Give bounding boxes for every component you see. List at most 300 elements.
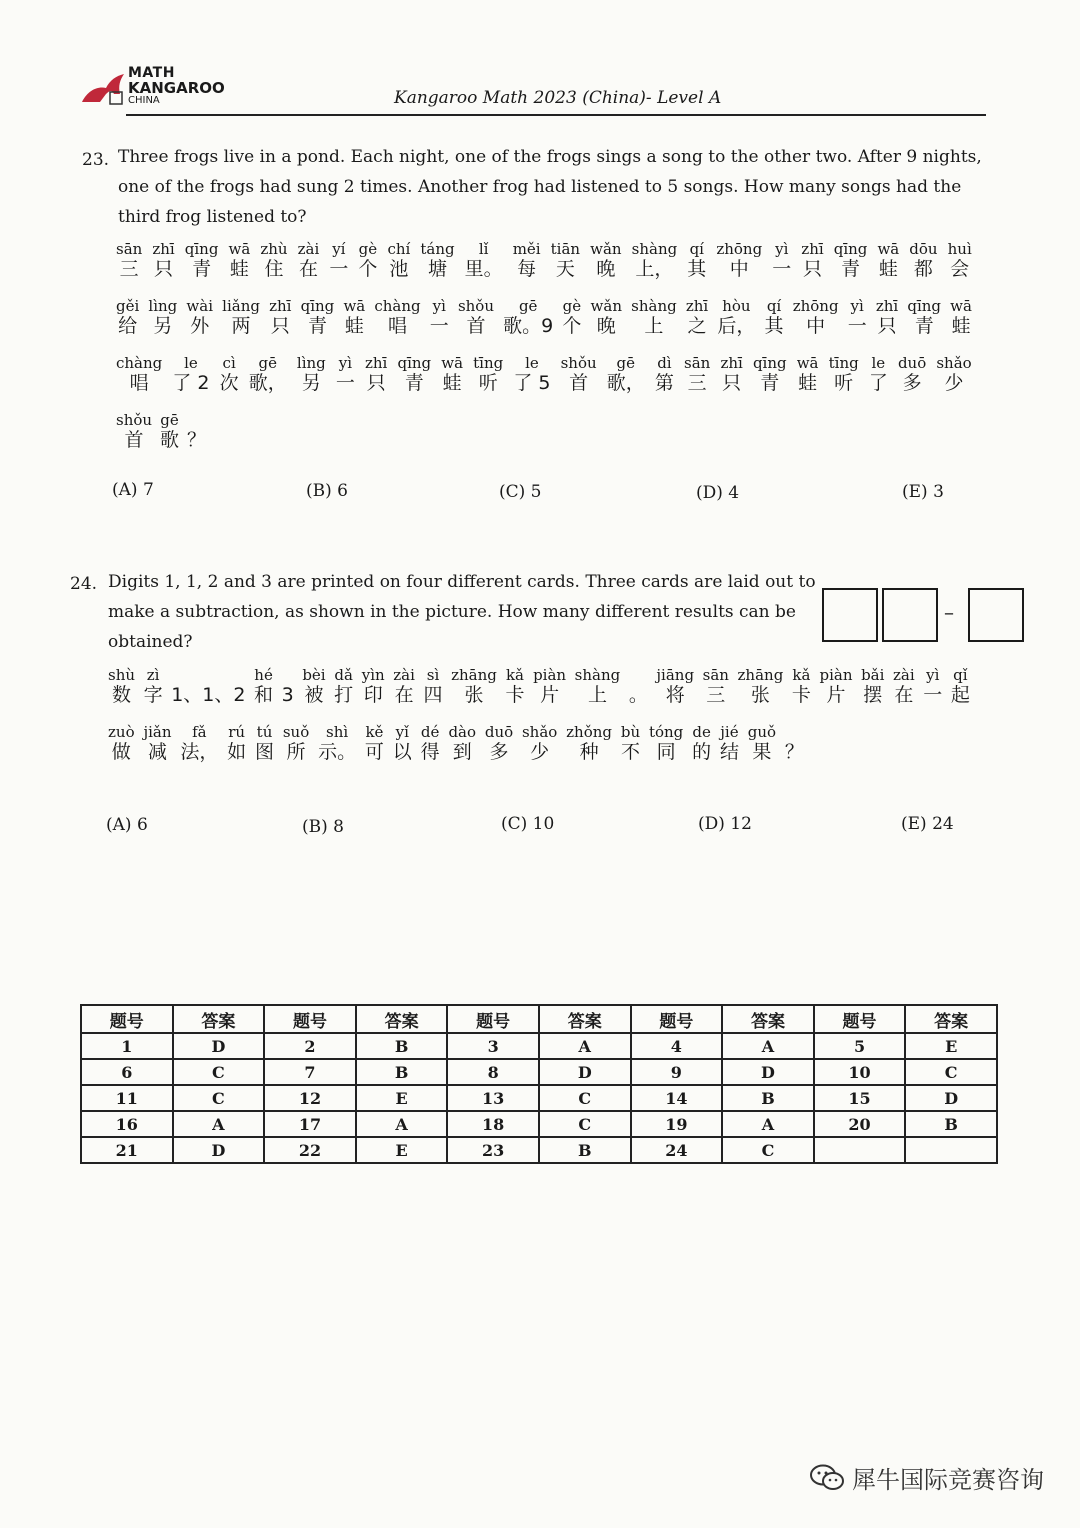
pinyin-cell	[186, 297, 213, 337]
pinyin: sān	[702, 666, 729, 684]
q24-text-line: obtained?	[108, 632, 193, 652]
hanzi: 三	[687, 372, 707, 394]
answer-cell: B	[356, 1059, 448, 1085]
hanzi: 后，	[717, 315, 756, 337]
answer-cell: A	[173, 1111, 265, 1137]
question-number-cell: 10	[814, 1059, 906, 1085]
pinyin: yí	[332, 240, 346, 258]
q24-pinyin-row-2	[108, 723, 804, 763]
header-question-number: 题号	[81, 1005, 173, 1033]
answer-cell: B	[356, 1033, 448, 1059]
hanzi: 每	[517, 258, 537, 280]
pinyin-cell	[656, 666, 694, 706]
pinyin-cell	[948, 240, 972, 280]
hanzi: 种	[579, 741, 599, 763]
answer-table-header	[81, 1005, 997, 1033]
answer-cell: D	[905, 1085, 997, 1111]
hanzi: 都	[913, 258, 933, 280]
answer-cell: E	[905, 1033, 997, 1059]
hanzi: 多	[489, 741, 509, 763]
pinyin: kǎ	[792, 666, 811, 684]
answer-cell: B	[905, 1111, 997, 1137]
hanzi: 其	[687, 258, 707, 280]
pinyin: le	[871, 354, 886, 372]
hanzi: 另	[301, 372, 321, 394]
pinyin-cell	[950, 297, 972, 337]
q24-option-d[interactable]: (D) 12	[698, 814, 752, 834]
pinyin-cell	[302, 666, 325, 706]
q23-option-e[interactable]: (E) 3	[902, 482, 944, 502]
hanzi: 一	[329, 258, 349, 280]
pinyin: lǐ	[478, 240, 489, 258]
pinyin-cell	[575, 666, 621, 706]
pinyin: zhī	[801, 240, 824, 258]
hanzi: 另	[153, 315, 173, 337]
hanzi: 唱	[388, 315, 408, 337]
answer-cell: E	[356, 1085, 448, 1111]
answer-cell: C	[173, 1085, 265, 1111]
digit-card-1	[822, 588, 878, 642]
table-row	[81, 1111, 997, 1137]
header-question-number: 题号	[814, 1005, 906, 1033]
pinyin-cell	[684, 354, 710, 394]
hanzi: 不	[620, 741, 640, 763]
pinyin: rú	[228, 723, 246, 741]
hanzi: 果	[752, 741, 772, 763]
answer-cell: C	[173, 1059, 265, 1085]
question-number-cell: 9	[631, 1059, 723, 1085]
q23-option-c[interactable]: (C) 5	[499, 482, 542, 502]
pinyin-cell	[393, 723, 412, 763]
hanzi: 蛙	[951, 315, 971, 337]
pinyin: shǒu	[457, 297, 495, 315]
pinyin-cell	[424, 666, 443, 706]
question-number-cell	[814, 1137, 906, 1163]
pinyin-cell	[898, 354, 926, 394]
pinyin-cell	[185, 240, 219, 280]
answer-cell: A	[722, 1111, 814, 1137]
answer-cell: A	[356, 1111, 448, 1137]
pinyin: zhī	[364, 354, 388, 372]
pinyin: tóng	[648, 723, 684, 741]
question-number-cell: 6	[81, 1059, 173, 1085]
q23-option-d[interactable]: (D) 4	[696, 483, 740, 503]
hanzi: 少	[530, 741, 550, 763]
q23-text-line: one of the frogs had sung 2 times. Another frog had listened to 5 songs. How many songs had the	[118, 177, 962, 197]
pinyin-cell	[632, 240, 678, 280]
hanzi: 了 2	[172, 372, 210, 394]
pinyin: bù	[620, 723, 641, 741]
pinyin: měi	[512, 240, 541, 258]
hanzi: 卡	[791, 684, 811, 706]
watermark-text: 犀牛国际竞赛咨询	[852, 1466, 1044, 1494]
pinyin-cell	[393, 666, 415, 706]
hanzi: 和	[254, 684, 274, 706]
pinyin: zài	[297, 240, 320, 258]
pinyin: yìn	[361, 666, 385, 684]
digit-card-2	[882, 588, 938, 642]
pinyin: qīng	[397, 354, 432, 372]
pinyin-cell	[465, 240, 503, 280]
hanzi: 一	[335, 372, 355, 394]
pinyin-cell	[334, 666, 353, 706]
hanzi: 一	[847, 315, 867, 337]
pinyin-cell	[329, 240, 348, 280]
pinyin: lìng	[148, 297, 178, 315]
pinyin-cell	[297, 354, 326, 394]
hanzi: 。	[628, 684, 648, 706]
pinyin-cell	[909, 240, 937, 280]
pinyin: yì	[850, 297, 864, 315]
question-number-cell: 7	[264, 1059, 356, 1085]
pinyin-cell	[374, 297, 420, 337]
pinyin-cell	[451, 666, 497, 706]
pinyin-cell	[861, 666, 884, 706]
q23-pinyin-row-1	[116, 240, 972, 280]
question-number-cell: 24	[631, 1137, 723, 1163]
pinyin: yì	[775, 240, 789, 258]
pinyin-cell	[533, 666, 566, 706]
pinyin-cell	[513, 354, 550, 394]
hanzi: 上，	[635, 258, 674, 280]
hanzi: 只	[877, 315, 897, 337]
hanzi: 首	[569, 372, 589, 394]
hanzi: 了 5	[513, 372, 551, 394]
pinyin-cell	[686, 297, 708, 337]
pinyin: fǎ	[192, 723, 207, 741]
pinyin-cell	[116, 354, 162, 394]
pinyin: jiǎn	[143, 723, 172, 741]
hanzi: 个	[358, 258, 378, 280]
hanzi: 打	[334, 684, 354, 706]
hanzi: 在	[394, 684, 414, 706]
hanzi: 青	[307, 315, 327, 337]
pinyin: zhāng	[737, 666, 784, 684]
pinyin: wā	[950, 297, 972, 315]
pinyin: zì	[146, 666, 160, 684]
q24-option-c[interactable]: (C) 10	[501, 814, 555, 834]
pinyin-cell	[420, 240, 454, 280]
hanzi: 歌，	[606, 372, 645, 394]
hanzi: 只	[722, 372, 742, 394]
q24-option-a[interactable]: (A) 6	[106, 815, 148, 835]
header-answer: 答案	[173, 1005, 265, 1033]
hanzi: 在	[298, 258, 318, 280]
pinyin: zhī	[875, 297, 899, 315]
pinyin-cell	[503, 297, 553, 337]
answer-cell: D	[173, 1137, 265, 1163]
pinyin-cell	[793, 297, 839, 337]
pinyin-cell	[362, 666, 385, 706]
hanzi: 中	[729, 258, 749, 280]
logo-text-china: CHINA	[128, 95, 160, 106]
hanzi: 摆	[863, 684, 883, 706]
pinyin-cell	[144, 666, 163, 706]
pinyin-cell	[430, 297, 449, 337]
pinyin-cell	[283, 723, 309, 763]
pinyin: shàng	[631, 240, 678, 258]
pinyin: piàn	[533, 666, 567, 684]
pinyin: wài	[186, 297, 214, 315]
hanzi: 印	[363, 684, 383, 706]
pinyin-cell	[772, 240, 791, 280]
q23-option-a[interactable]: (A) 7	[112, 480, 154, 500]
hanzi: 塘	[427, 258, 447, 280]
pinyin: tīng	[473, 354, 504, 372]
q24-pinyin-row-1	[108, 666, 970, 706]
pinyin-cell	[629, 666, 648, 706]
pinyin-cell	[108, 723, 135, 763]
pinyin: yǐ	[395, 723, 409, 741]
question-number-cell: 4	[631, 1033, 723, 1059]
answer-cell: C	[539, 1085, 631, 1111]
pinyin-cell	[591, 297, 622, 337]
hanzi: 张	[750, 684, 770, 706]
answer-cell: D	[173, 1033, 265, 1059]
minus-sign: –	[944, 600, 954, 624]
pinyin: zhī	[152, 240, 175, 258]
pinyin-cell	[692, 723, 711, 763]
hanzi: 中	[806, 315, 826, 337]
pinyin: bǎi	[861, 666, 885, 684]
header-question-number: 题号	[264, 1005, 356, 1033]
pinyin: zài	[893, 666, 915, 684]
hanzi: 到	[452, 741, 472, 763]
answer-cell: C	[905, 1059, 997, 1085]
hanzi: 可	[364, 741, 384, 763]
pinyin-cell	[848, 297, 867, 337]
header-divider	[126, 114, 986, 116]
pinyin-cell	[249, 354, 287, 394]
pinyin: yì	[338, 354, 352, 372]
pinyin-cell	[282, 666, 294, 706]
pinyin-cell	[220, 354, 239, 394]
q24-option-b[interactable]: (B) 8	[302, 817, 344, 837]
hanzi: 得	[420, 741, 440, 763]
pinyin: zuò	[108, 723, 135, 741]
hanzi: 唱	[129, 372, 149, 394]
answer-cell: B	[539, 1137, 631, 1163]
pinyin-cell	[649, 723, 683, 763]
pinyin: wā	[343, 297, 366, 315]
pinyin-cell	[936, 354, 971, 394]
header-question-number: 题号	[447, 1005, 539, 1033]
pinyin: tiān	[550, 240, 581, 258]
pinyin: shǒu	[116, 411, 153, 429]
wechat-icon	[810, 1464, 844, 1492]
hanzi: 数	[112, 684, 132, 706]
pinyin: zhǒng	[566, 723, 613, 741]
pinyin-cell	[801, 240, 823, 280]
pinyin: wǎn	[590, 297, 622, 315]
hanzi: 示。	[318, 741, 357, 763]
answer-table-body	[81, 1033, 997, 1163]
q23-text-line: third frog listened to?	[118, 207, 307, 227]
pinyin: wā	[228, 240, 251, 258]
pinyin-cell	[923, 666, 942, 706]
pinyin: hé	[254, 666, 273, 684]
pinyin: guǒ	[747, 723, 777, 741]
pinyin: qīng	[907, 297, 942, 315]
q23-option-b[interactable]: (B) 6	[306, 481, 348, 501]
pinyin-cell	[951, 666, 970, 706]
hanzi: 字	[143, 684, 163, 706]
pinyin: kě	[365, 723, 384, 741]
pinyin-cell	[513, 240, 541, 280]
pinyin-cell	[387, 240, 410, 280]
hanzi: 做	[111, 741, 131, 763]
pinyin: hòu	[722, 297, 751, 315]
table-row	[81, 1085, 997, 1111]
pinyin: gěi	[116, 297, 140, 315]
hanzi: ？	[186, 429, 206, 451]
hanzi: 三	[706, 684, 726, 706]
hanzi: 四	[423, 684, 443, 706]
pinyin: shǎo	[521, 723, 558, 741]
question-number-cell: 16	[81, 1111, 173, 1137]
hanzi: 多	[902, 372, 922, 394]
pinyin-cell	[716, 240, 762, 280]
hanzi: 片	[540, 684, 560, 706]
question-number-cell: 20	[814, 1111, 906, 1137]
pinyin-cell	[720, 354, 742, 394]
pinyin-cell	[269, 297, 291, 337]
hanzi: 次	[219, 372, 239, 394]
question-number-cell: 3	[447, 1033, 539, 1059]
pinyin: yì	[926, 666, 940, 684]
pinyin: de	[692, 723, 711, 741]
pinyin: gè	[562, 297, 582, 315]
pinyin-cell	[180, 723, 218, 763]
pinyin: zhù	[260, 240, 288, 258]
hanzi: 晚	[596, 315, 616, 337]
hanzi: 歌	[160, 429, 180, 451]
hanzi: 青	[760, 372, 780, 394]
pinyin: dǎ	[334, 666, 353, 684]
hanzi: 了	[868, 372, 888, 394]
pinyin-cell	[607, 354, 645, 394]
pinyin-cell	[566, 723, 612, 763]
hanzi: 只	[154, 258, 174, 280]
pinyin-cell	[765, 297, 784, 337]
hanzi: 两	[231, 315, 251, 337]
pinyin: dào	[448, 723, 477, 741]
hanzi: 听	[478, 372, 498, 394]
pinyin: duō	[897, 354, 927, 372]
pinyin-cell	[172, 354, 209, 394]
hanzi: 3	[281, 684, 294, 706]
pinyin-cell	[148, 297, 177, 337]
hanzi: 蛙	[442, 372, 462, 394]
question-number-cell: 17	[264, 1111, 356, 1137]
hanzi: 起	[950, 684, 970, 706]
pinyin: le	[525, 354, 539, 372]
pinyin: tīng	[828, 354, 859, 372]
q24-text-line: make a subtraction, as shown in the picture. How many different results can be	[108, 602, 796, 622]
q23-number: 23.	[82, 150, 110, 170]
pinyin: dì	[657, 354, 672, 372]
question-number-cell: 19	[631, 1111, 723, 1137]
pinyin-cell	[631, 297, 677, 337]
header-answer: 答案	[722, 1005, 814, 1033]
pinyin-cell	[561, 354, 597, 394]
pinyin-cell	[869, 354, 888, 394]
pinyin: dé	[420, 723, 440, 741]
hanzi: 法，	[180, 741, 219, 763]
hanzi: 之	[687, 315, 707, 337]
hanzi: 将	[665, 684, 685, 706]
pinyin: zhī	[720, 354, 743, 372]
hanzi: 住	[264, 258, 284, 280]
watermark	[810, 1460, 1044, 1495]
digit-card-3	[968, 588, 1024, 642]
pinyin: zhī	[685, 297, 709, 315]
pinyin-cell	[590, 240, 621, 280]
logo-text-math: MATH	[128, 65, 175, 81]
table-row	[81, 1033, 997, 1059]
pinyin-cell	[441, 354, 463, 394]
q24-text	[108, 567, 816, 657]
pinyin-cell	[522, 723, 557, 763]
answer-cell	[905, 1137, 997, 1163]
hanzi: 晚	[596, 258, 616, 280]
q23-pinyin-row-2	[116, 297, 972, 337]
pinyin-cell	[187, 411, 206, 451]
pinyin-cell	[116, 240, 142, 280]
hanzi: 在	[894, 684, 914, 706]
hanzi: 如	[227, 741, 247, 763]
pinyin: piàn	[819, 666, 853, 684]
hanzi: 首	[466, 315, 486, 337]
pinyin: gè	[358, 240, 378, 258]
pinyin-cell	[473, 354, 503, 394]
hanzi: 上	[587, 684, 607, 706]
answer-cell: C	[722, 1137, 814, 1163]
pinyin: sì	[426, 666, 440, 684]
hanzi: 上	[644, 315, 664, 337]
question-number-cell: 18	[447, 1111, 539, 1137]
pinyin: shì	[326, 723, 349, 741]
header-question-number: 题号	[631, 1005, 723, 1033]
answer-cell: D	[539, 1059, 631, 1085]
question-number-cell: 23	[447, 1137, 539, 1163]
question-number-cell: 5	[814, 1033, 906, 1059]
pinyin-cell	[893, 666, 915, 706]
hanzi: 里。	[464, 258, 503, 280]
hanzi: 给	[118, 315, 138, 337]
hanzi: 张	[464, 684, 484, 706]
pinyin: táng	[420, 240, 455, 258]
hanzi: 片	[826, 684, 846, 706]
pinyin: gē	[160, 411, 179, 429]
hanzi: 以	[392, 741, 412, 763]
q23-text	[118, 142, 982, 232]
hanzi: 一	[772, 258, 792, 280]
pinyin-cell	[152, 240, 174, 280]
hanzi: 蛙	[229, 258, 249, 280]
question-number-cell: 8	[447, 1059, 539, 1085]
q24-option-e[interactable]: (E) 24	[901, 814, 954, 834]
hanzi: 歌。9	[503, 315, 554, 337]
hanzi: 少	[944, 372, 964, 394]
pinyin: wā	[877, 240, 900, 258]
hanzi: 1、1、2	[171, 684, 246, 706]
hanzi: 听	[834, 372, 854, 394]
answer-cell: E	[356, 1137, 448, 1163]
pinyin-cell	[116, 411, 152, 451]
hanzi: 池	[389, 258, 409, 280]
pinyin-cell	[877, 240, 899, 280]
